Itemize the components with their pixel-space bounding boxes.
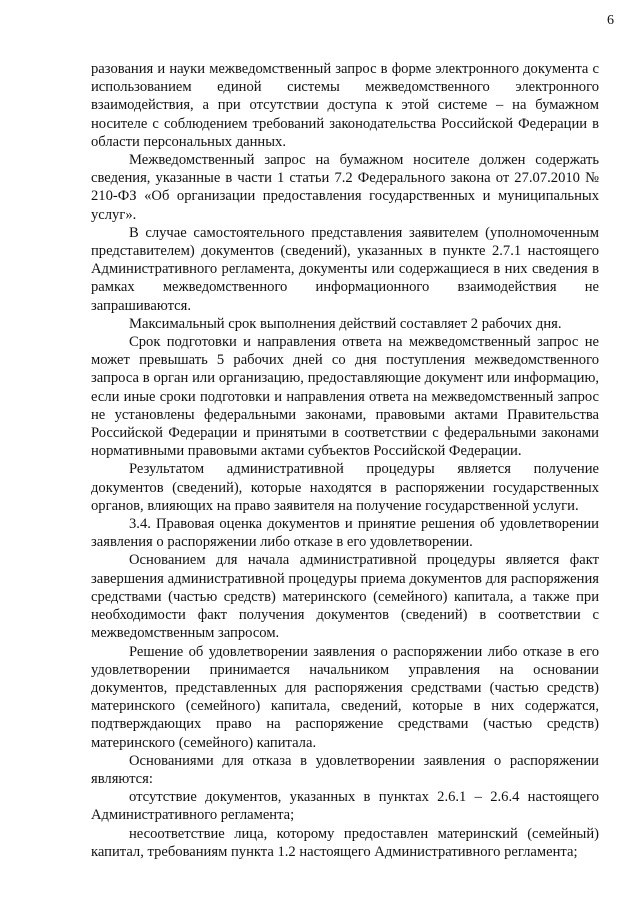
paragraph: Результатом административной процедуры является получение документов (сведений), которые находятся в распоряжении государственных органов, влияющих на право заявителя на получение государственной услуги. — [91, 461, 599, 514]
paragraph: Межведомственный запрос на бумажном носителе должен содержать сведения, указанные в части 1 статьи 7.2 Федерального закона от 27.07.2010 № 210-ФЗ «Об организации предоставления государственных и муниципальных услуг». — [91, 152, 599, 223]
paragraph: Основаниями для отказа в удовлетворении заявления о распоряжении являются: — [91, 752, 599, 787]
paragraph: Основанием для начала административной процедуры является факт завершения административной процедуры приема документов для распоряжения средствами (частью средств) материнского (семейного) капитала, а также при необходимости факт получения документов (сведений) в соответствии с межведомственным запросом. — [91, 552, 599, 642]
paragraph: Максимальный срок выполнения действий составляет 2 рабочих дня. — [129, 315, 562, 332]
paragraph: В случае самостоятельного представления заявителем (уполномоченным представителем) документов (сведений), указанных в пункте 2.7.1 настоящего Административного регламента, документы или содержащиеся в них сведения в рамках межведомственного информационного взаимодействия не запрашиваются. — [91, 224, 599, 314]
paragraph: Решение об удовлетворении заявления о распоряжении либо отказе в его удовлетворении принимается начальником управления на основании документов, представленных для распоряжения средствами (частью средств) материнского (семейного) капитала, сведений, которые в них содержатся, подтверждающих право на распоряжение средствами (частью средств) материнского (семейного) капитала. — [91, 643, 599, 751]
list-item: несоответствие лица, которому предоставлен материнский (семейный) капитал, требованиям пункта 1.2 настоящего Административного регламента; — [91, 825, 599, 860]
page-number: 6 — [607, 13, 614, 28]
list-item: отсутствие документов, указанных в пунктах 2.6.1 – 2.6.4 настоящего Административного регламента; — [91, 789, 599, 824]
section-heading: 3.4. Правовая оценка документов и принятие решения об удовлетворении заявления о распоряжении либо отказе в его удовлетворении. — [91, 516, 599, 551]
paragraph: Срок подготовки и направления ответа на межведомственный запрос не может превышать 5 рабочих дней со дня поступления межведомственного запроса в орган или организацию, предоставляющие документ или информацию, если иные сроки подготовки и направления ответа на межведомственный запрос не установлены федеральными законами, правовыми актами Правительства Российской Федерации и принятыми в соответствии с федеральными законами нормативными правовыми актами субъектов Российской Федерации. — [91, 334, 599, 460]
paragraph: разования и науки межведомственный запрос в форме электронного документа с использованием единой системы межведомственного электронного взаимодействия, а при отсутствии доступа к этой системе – на бумажном носителе с соблюдением требований законодательства Российской Федерации в области персональных данных. — [91, 61, 599, 150]
body-text — [91, 60, 599, 861]
